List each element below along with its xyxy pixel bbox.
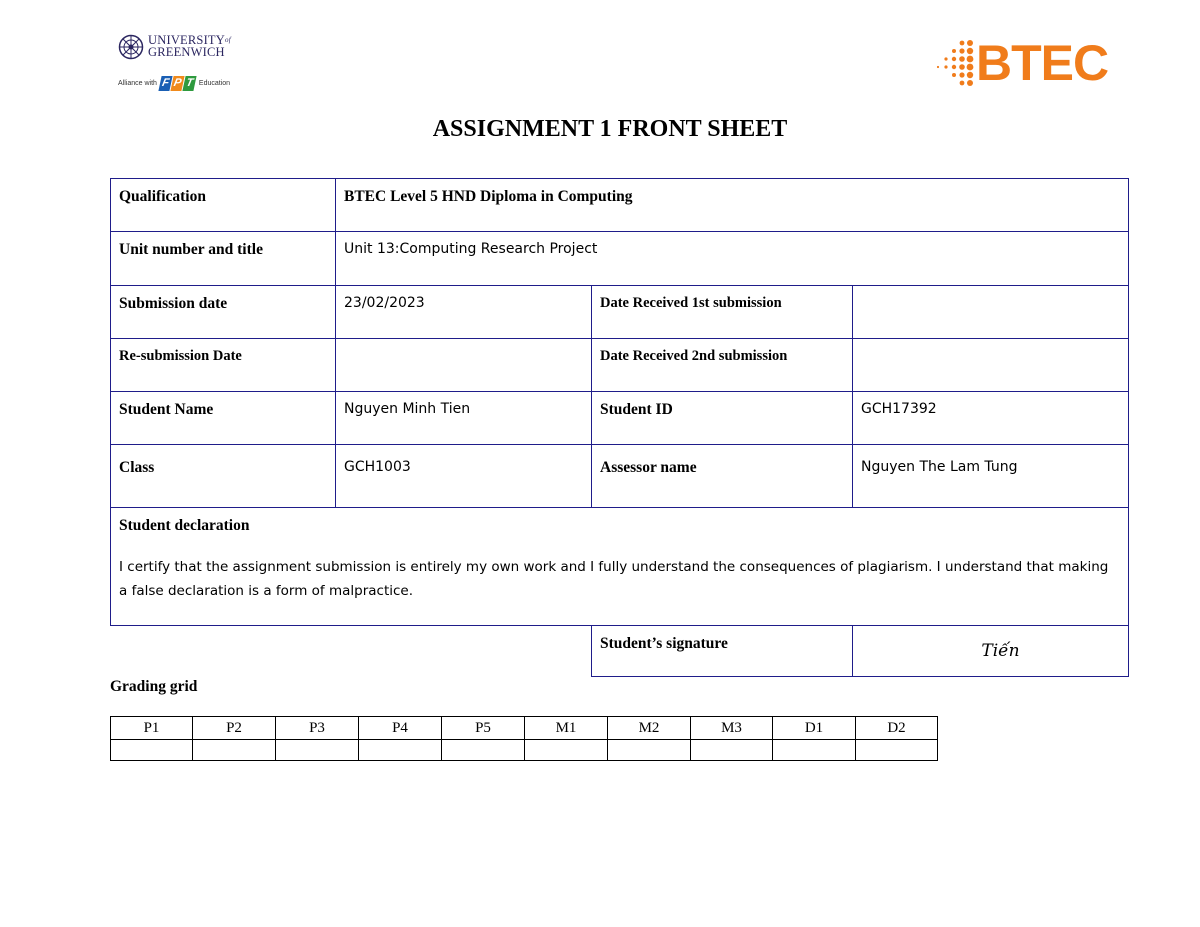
resubmission-row	[111, 339, 1129, 392]
fpt-letter-f: F	[158, 76, 172, 91]
grade-criterion-m3: M3	[691, 717, 773, 740]
grade-criterion-p3: P3	[276, 717, 359, 740]
student-row	[111, 392, 1129, 445]
grade-mark-m3	[691, 740, 773, 761]
date-received-1-value	[853, 286, 1129, 339]
grade-mark-p4	[359, 740, 442, 761]
grade-criterion-d1: D1	[773, 717, 856, 740]
uog-wordmark	[118, 34, 231, 60]
grade-criterion-p1: P1	[111, 717, 193, 740]
student-id-label: Student ID	[592, 392, 853, 445]
grade-mark-p1	[111, 740, 193, 761]
resubmission-label: Re-submission Date	[111, 339, 336, 392]
student-id-value: GCH17392	[853, 392, 1129, 445]
submission-date-value: 23/02/2023	[336, 286, 592, 339]
submission-date-label: Submission date	[111, 286, 336, 339]
qualification-row	[111, 179, 1129, 232]
unit-value: Unit 13:Computing Research Project	[336, 232, 1129, 286]
grade-mark-d1	[773, 740, 856, 761]
grading-marks-row	[111, 740, 938, 761]
student-name-label: Student Name	[111, 392, 336, 445]
front-sheet-table	[110, 178, 1129, 677]
grade-criterion-p5: P5	[442, 717, 525, 740]
uog-crest-icon	[118, 34, 144, 60]
fpt-letter-t: T	[182, 76, 196, 91]
uog-line1: UNIVERSITY	[148, 33, 225, 47]
signature-row	[111, 626, 1129, 677]
student-signature: Tiến	[981, 641, 1020, 661]
uog-of: of	[225, 36, 231, 44]
fpt-letter-p: P	[170, 76, 184, 91]
declaration-heading: Student declaration	[119, 517, 250, 534]
submission-row	[111, 286, 1129, 339]
btec-dots-icon	[934, 37, 974, 89]
grading-grid-title: Grading grid	[110, 678, 198, 695]
grade-criterion-m2: M2	[608, 717, 691, 740]
alliance-suffix: Education	[198, 80, 231, 87]
grade-mark-p2	[193, 740, 276, 761]
unit-label: Unit number and title	[111, 232, 336, 286]
resubmission-value	[336, 339, 592, 392]
grade-criterion-m1: M1	[525, 717, 608, 740]
declaration-row	[111, 508, 1129, 626]
grading-header-row	[111, 717, 938, 740]
signature-cell	[853, 626, 1129, 677]
btec-logo	[934, 34, 1124, 92]
grade-criterion-p2: P2	[193, 717, 276, 740]
grade-mark-m2	[608, 740, 691, 761]
assessor-value: Nguyen The Lam Tung	[853, 445, 1129, 508]
grade-mark-p5	[442, 740, 525, 761]
grade-criterion-p4: P4	[359, 717, 442, 740]
qualification-label: Qualification	[111, 179, 336, 232]
declaration-text: I certify that the assignment submission is entirely my own work and I fully understand the consequences of plagiarism. I understand that making a false declaration is a form of malpractice.	[119, 559, 1109, 599]
class-value: GCH1003	[336, 445, 592, 508]
class-label: Class	[111, 445, 336, 508]
alliance-prefix: Alliance with	[118, 80, 157, 87]
student-name-value: Nguyen Minh Tien	[336, 392, 592, 445]
date-received-2-value	[853, 339, 1129, 392]
date-received-2-label: Date Received 2nd submission	[592, 339, 853, 392]
signature-row-spacer	[111, 626, 592, 677]
fpt-alliance	[118, 76, 230, 91]
uog-line2: GREENWICH	[148, 45, 225, 59]
grade-criterion-d2: D2	[856, 717, 938, 740]
grade-mark-p3	[276, 740, 359, 761]
assessor-label: Assessor name	[592, 445, 853, 508]
fpt-logo	[160, 76, 196, 91]
grade-mark-d2	[856, 740, 938, 761]
class-row	[111, 445, 1129, 508]
grade-mark-m1	[525, 740, 608, 761]
unit-row	[111, 232, 1129, 286]
university-of-greenwich-logo	[118, 34, 248, 96]
qualification-value: BTEC Level 5 HND Diploma in Computing	[336, 179, 1129, 232]
signature-label: Student’s signature	[592, 626, 853, 677]
grading-grid-table	[110, 716, 938, 761]
declaration-cell	[111, 508, 1129, 626]
uog-name	[148, 34, 231, 58]
page-title: ASSIGNMENT 1 FRONT SHEET	[432, 116, 788, 142]
btec-wordmark: BTEC	[976, 35, 1109, 91]
date-received-1-label: Date Received 1st submission	[592, 286, 853, 339]
